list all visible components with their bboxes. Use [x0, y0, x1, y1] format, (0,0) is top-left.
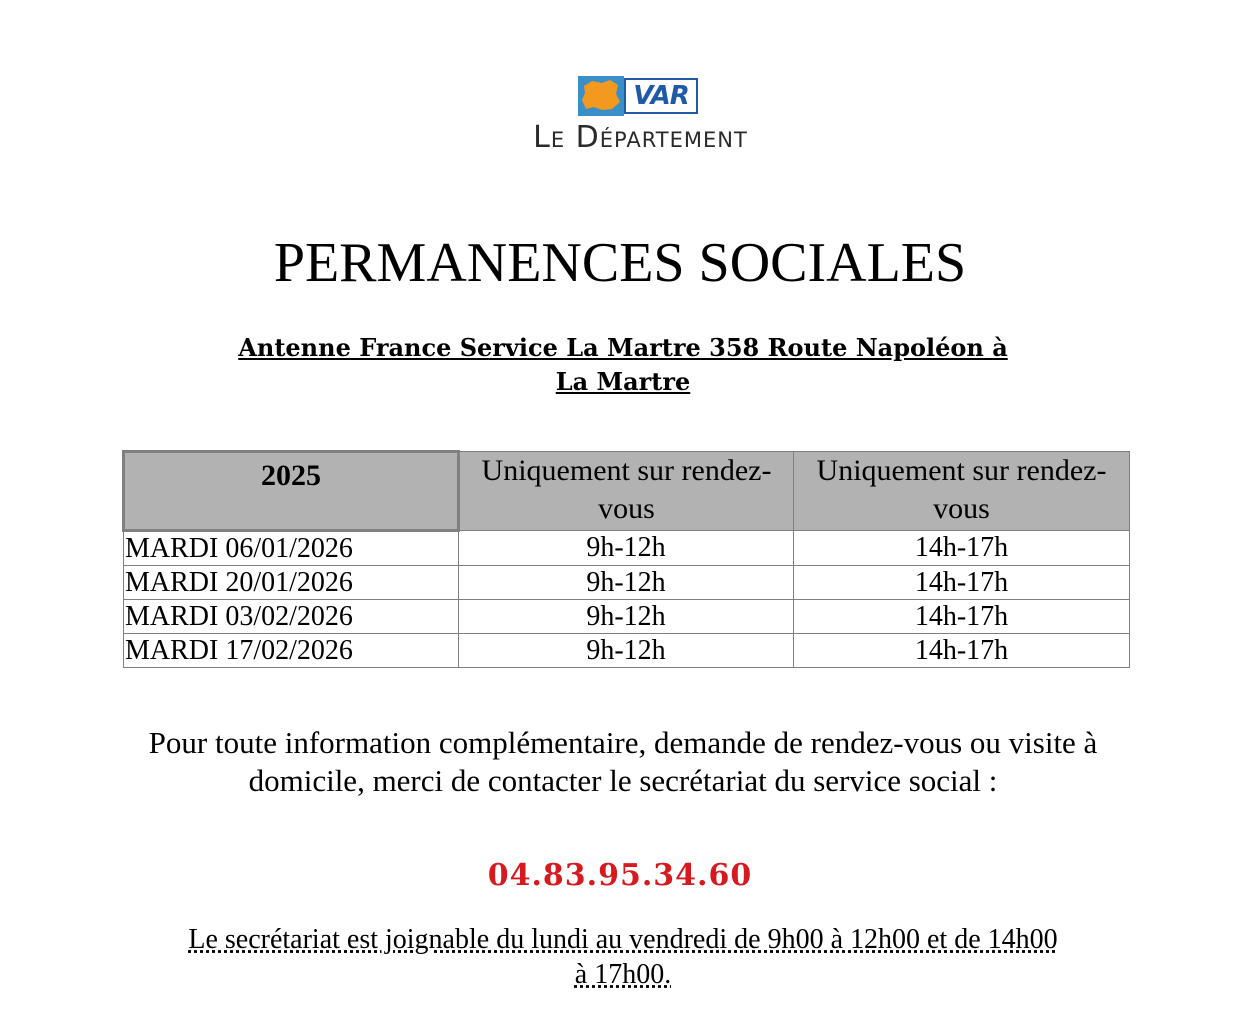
table-row: [124, 566, 1130, 600]
row-afternoon: 14h-17h: [794, 566, 1130, 600]
var-map-icon: [578, 76, 624, 116]
row-date: MARDI 03/02/2026: [124, 600, 459, 634]
logo-var-text: VAR: [624, 78, 698, 114]
phone-number: 04.83.95.34.60: [487, 858, 753, 893]
row-date: MARDI 06/01/2026: [124, 531, 459, 566]
table-row: [124, 531, 1130, 566]
row-morning: 9h-12h: [459, 566, 794, 600]
var-department-logo: [503, 76, 778, 156]
info-text: Pour toute information complémentaire, demande de rendez-vous ou visite à domicile, merci de contacter le secrétariat du service social :: [148, 725, 1098, 798]
row-date: MARDI 20/01/2026: [124, 566, 459, 600]
header-morning: Uniquement sur rendez-vous: [459, 452, 794, 531]
schedule-table: [122, 450, 1130, 668]
header-year: 2025: [124, 452, 459, 531]
hours-line-2: à 17h00.: [574, 959, 672, 990]
row-morning: 9h-12h: [459, 600, 794, 634]
address: [150, 331, 1096, 399]
row-afternoon: 14h-17h: [794, 531, 1130, 566]
row-morning: 9h-12h: [459, 531, 794, 566]
row-afternoon: 14h-17h: [794, 600, 1130, 634]
row-date: MARDI 17/02/2026: [124, 634, 459, 668]
address-line-1: Antenne France Service La Martre 358 Route Napoléon à: [238, 333, 1008, 362]
table-row: [124, 600, 1130, 634]
secretariat-hours: [110, 922, 1136, 992]
logo-mark: [578, 76, 702, 116]
table-header-row: [124, 452, 1130, 531]
logo-department-text: Le Département: [533, 120, 748, 155]
row-afternoon: 14h-17h: [794, 634, 1130, 668]
page-title: PERMANENCES SOCIALES: [273, 232, 967, 294]
table-row: [124, 634, 1130, 668]
header-afternoon: Uniquement sur rendez-vous: [794, 452, 1130, 531]
row-morning: 9h-12h: [459, 634, 794, 668]
address-line-2: La Martre: [555, 367, 691, 396]
hours-line-1: Le secrétariat est joignable du lundi au vendredi de 9h00 à 12h00 et de 14h00: [188, 924, 1058, 955]
